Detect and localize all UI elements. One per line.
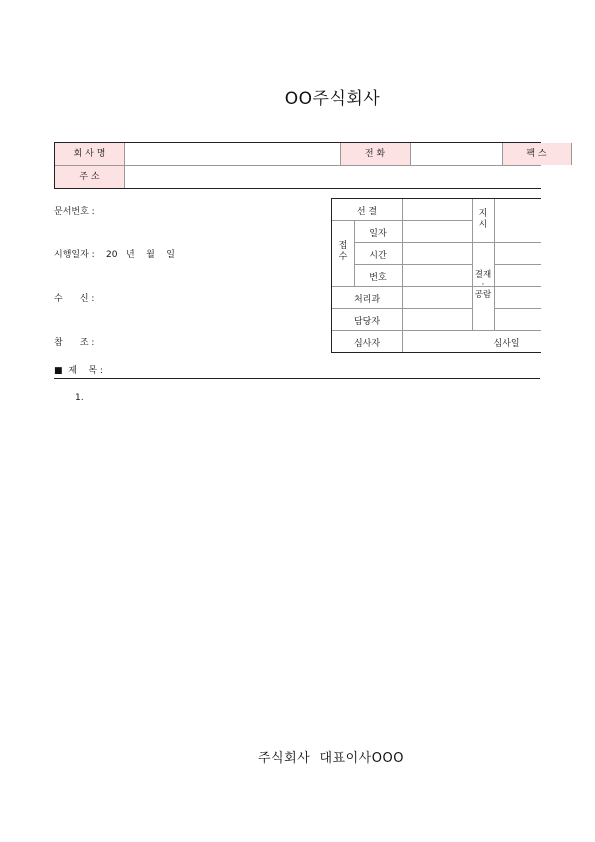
reference-label: 참 조 : — [54, 338, 95, 348]
company-name-field[interactable] — [124, 143, 340, 165]
review-date-label: 심사일 — [493, 339, 520, 349]
doc-number-label: 문서번호 : — [54, 207, 95, 217]
phone-field[interactable] — [410, 143, 502, 165]
company-name-label: 회 사 명 — [55, 143, 124, 165]
registry-table — [331, 198, 541, 353]
subject-divider — [54, 378, 540, 379]
subject-label: ■ 제 목 : — [54, 366, 103, 376]
exec-date-value[interactable]: 20 년 월 일 — [106, 250, 176, 260]
reviewer-label: 심사자 — [353, 339, 381, 349]
number-label: 번호 — [369, 273, 387, 283]
approval-label: 결재 · 공람 — [474, 270, 492, 300]
company-info-table — [54, 142, 547, 189]
fax-label: 팩 스 — [502, 143, 571, 165]
recipient-label: 수 신 : — [54, 294, 95, 304]
jisi-label: 지 시 — [478, 209, 488, 230]
seongyeol-label: 선 결 — [356, 207, 378, 217]
time-label: 시간 — [369, 251, 387, 261]
date-label: 일자 — [369, 229, 387, 239]
manager-label: 담당자 — [353, 317, 381, 327]
jeopsu-label: 접 수 — [338, 241, 348, 262]
address-field[interactable] — [124, 166, 541, 188]
phone-label: 전 화 — [340, 143, 410, 165]
exec-date-label: 시행일자 : — [54, 250, 95, 260]
body-item[interactable]: 1. — [75, 393, 84, 403]
address-label: 주 소 — [55, 166, 124, 188]
signature: 주식회사 대표이사OOO — [258, 751, 404, 766]
dept-label: 처리과 — [353, 295, 381, 305]
document-title: OO주식회사 — [284, 89, 381, 109]
